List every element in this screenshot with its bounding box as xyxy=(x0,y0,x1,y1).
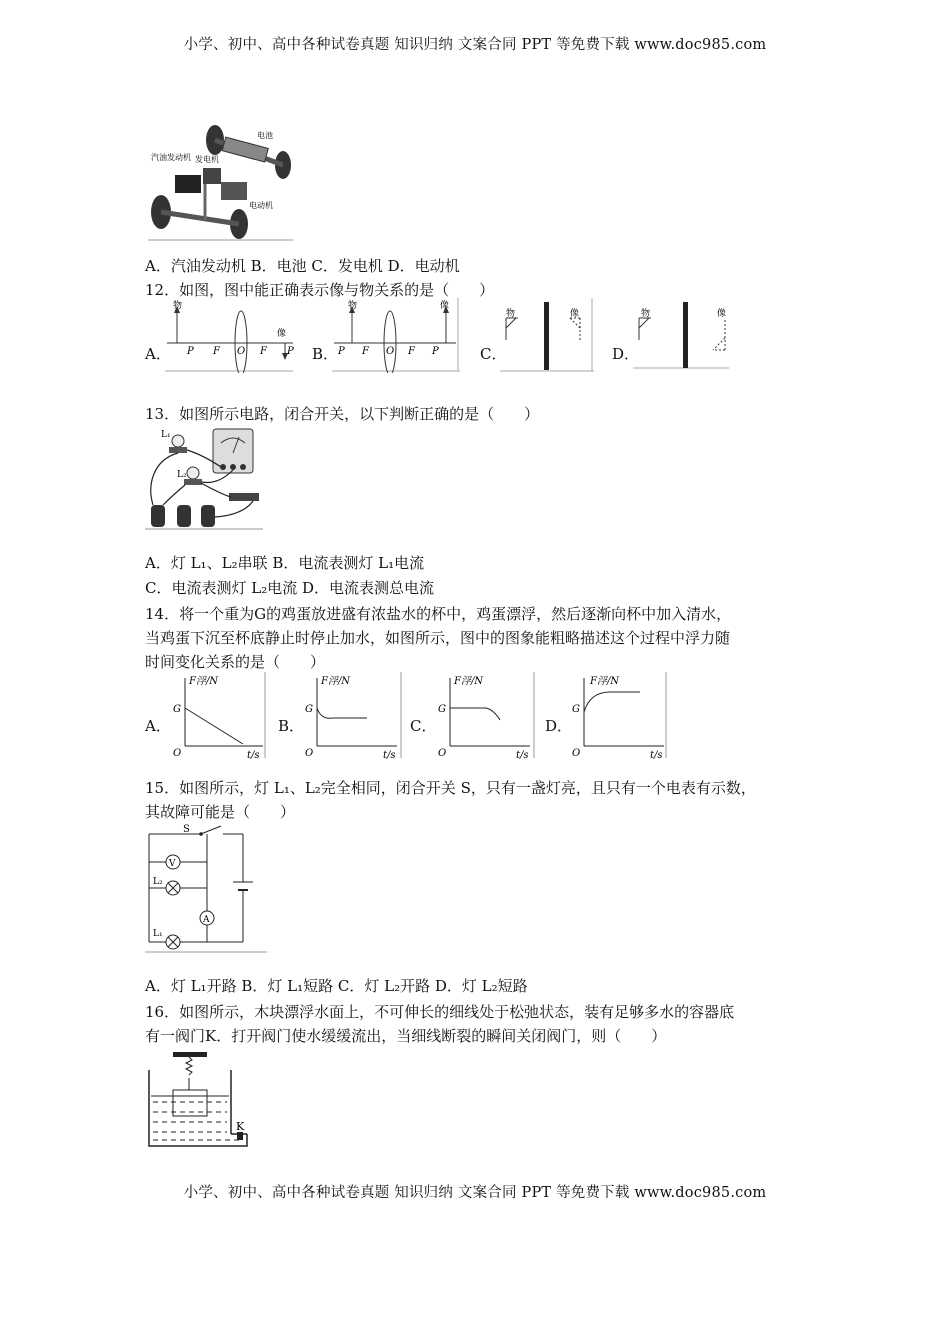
q15-circuit-figure xyxy=(143,824,269,954)
q13-options-1: A．灯 L₁、L₂串联 B．电流表测灯 L₁电流 xyxy=(145,554,425,572)
q14-label-d: D． xyxy=(545,717,573,735)
svg-text:像: 像 xyxy=(277,329,287,339)
switch-icon xyxy=(229,493,259,501)
svg-text:F浮/N: F浮/N xyxy=(454,676,484,687)
svg-text:像: 像 xyxy=(717,309,727,319)
q14-graph-b xyxy=(297,672,403,760)
q14-stem-1: 14．将一个重为G的鸡蛋放进盛有浓盐水的杯中，鸡蛋漂浮，然后逐渐向杯中加入清水， xyxy=(145,605,732,623)
svg-text:O: O xyxy=(572,748,581,759)
svg-text:F: F xyxy=(408,346,415,357)
svg-text:O: O xyxy=(438,748,447,759)
svg-text:K: K xyxy=(236,1120,245,1133)
q15-stem-1: 15．如图所示，灯 L₁、L₂完全相同，闭合开关 S，只有一盏灯亮，且只有一个电表有示数， xyxy=(145,779,756,797)
ceiling-mount xyxy=(173,1052,207,1057)
battery-icon xyxy=(177,505,191,527)
svg-text:V: V xyxy=(169,859,176,869)
q14-stem-3: 时间变化关系的是（ ） xyxy=(145,653,326,671)
svg-text:t/s: t/s xyxy=(650,750,663,760)
svg-text:G: G xyxy=(572,704,580,715)
svg-text:S: S xyxy=(183,824,190,835)
switch-icon xyxy=(201,826,221,834)
svg-text:像: 像 xyxy=(570,309,580,319)
hybrid-car-figure xyxy=(143,120,295,242)
q14-stem-2: 当鸡蛋下沉至杯底静止时停止加水，如图所示，图中的图象能粗略描述这个过程中浮力随 xyxy=(145,629,731,647)
q15-options: A．灯 L₁开路 B．灯 L₁短路 C．灯 L₂开路 D．灯 L₂短路 xyxy=(145,977,528,995)
svg-text:O: O xyxy=(173,748,182,759)
page-header: 小学、初中、高中各种试卷真题 知识归纳 文案合同 PPT 等免费下载 www.doc985.com xyxy=(183,37,767,53)
svg-text:F浮/N: F浮/N xyxy=(189,676,219,687)
svg-text:P: P xyxy=(187,346,194,357)
svg-text:O: O xyxy=(237,346,246,357)
q16-container-figure xyxy=(143,1050,255,1150)
battery-icon xyxy=(151,505,165,527)
svg-text:F浮/N: F浮/N xyxy=(590,676,620,687)
svg-text:O: O xyxy=(305,748,314,759)
svg-text:F浮/N: F浮/N xyxy=(321,676,351,687)
q12-label-c: C． xyxy=(480,345,507,363)
engine-label: 汽油发动机 xyxy=(151,153,191,162)
valve-icon xyxy=(237,1132,243,1140)
q14-label-b: B． xyxy=(278,717,305,735)
q12-figure-a xyxy=(165,298,295,373)
svg-text:F: F xyxy=(260,346,267,357)
bulb-l1-icon xyxy=(172,435,184,447)
svg-text:物: 物 xyxy=(506,309,516,319)
q13-options-2: C．电流表测灯 L₂电流 D．电流表测总电流 xyxy=(145,579,435,597)
q12-figure-b xyxy=(332,298,462,373)
battery-icon xyxy=(201,505,215,527)
engine-block xyxy=(175,175,201,193)
svg-text:物: 物 xyxy=(173,301,183,311)
battery-label: 电池 xyxy=(257,131,273,140)
page-footer: 小学、初中、高中各种试卷真题 知识归纳 文案合同 PPT 等免费下载 www.doc985.com xyxy=(183,1185,767,1201)
q12-figure-c xyxy=(500,298,595,373)
svg-text:L₂: L₂ xyxy=(177,470,187,480)
q15-stem-2: 其故障可能是（ ） xyxy=(145,803,296,821)
q14-label-c: C． xyxy=(410,717,437,735)
q14-label-a: A． xyxy=(145,717,171,735)
bulb-l2-icon xyxy=(187,467,199,479)
svg-text:L₁: L₁ xyxy=(153,929,163,939)
svg-text:L₂: L₂ xyxy=(153,877,163,887)
motor-label: 电动机 xyxy=(249,201,273,210)
svg-text:t/s: t/s xyxy=(383,750,396,760)
svg-text:G: G xyxy=(438,704,446,715)
svg-text:G: G xyxy=(173,704,181,715)
svg-text:F: F xyxy=(362,346,369,357)
svg-text:F: F xyxy=(213,346,220,357)
svg-text:物: 物 xyxy=(641,309,651,319)
svg-text:A: A xyxy=(203,915,210,925)
q16-stem-2: 有一阀门K．打开阀门使水缓缓流出，当细线断裂的瞬间关闭阀门，则（ ） xyxy=(145,1027,667,1045)
q12-figure-d xyxy=(633,298,731,373)
svg-text:t/s: t/s xyxy=(247,750,260,760)
svg-text:P: P xyxy=(432,346,439,357)
q14-graph-d xyxy=(566,672,668,760)
svg-text:P: P xyxy=(287,346,294,357)
svg-text:L₁: L₁ xyxy=(161,430,171,440)
q13-stem: 13．如图所示电路，闭合开关，以下判断正确的是（ ） xyxy=(145,405,540,423)
q12-label-d: D． xyxy=(612,345,640,363)
generator-block xyxy=(203,168,221,184)
q13-circuit-figure xyxy=(143,425,265,531)
q12-label-a: A． xyxy=(145,345,171,363)
q12-label-b: B． xyxy=(312,345,339,363)
svg-text:物: 物 xyxy=(348,301,358,311)
q11-options: A．汽油发动机 B．电池 C．发电机 D．电动机 xyxy=(145,257,460,275)
motor-block xyxy=(221,182,247,200)
q16-stem-1: 16．如图所示，木块漂浮水面上，不可伸长的细线处于松弛状态，装有足够多水的容器底 xyxy=(145,1003,735,1021)
svg-text:P: P xyxy=(338,346,345,357)
q14-graph-a xyxy=(165,672,267,760)
svg-text:G: G xyxy=(305,704,313,715)
generator-label: 发电机 xyxy=(195,155,219,164)
svg-text:像: 像 xyxy=(440,301,450,311)
svg-text:t/s: t/s xyxy=(516,750,529,760)
svg-text:O: O xyxy=(386,346,395,357)
q12-stem: 12．如图，图中能正确表示像与物关系的是（ ） xyxy=(145,281,495,299)
q14-graph-c xyxy=(430,672,536,760)
